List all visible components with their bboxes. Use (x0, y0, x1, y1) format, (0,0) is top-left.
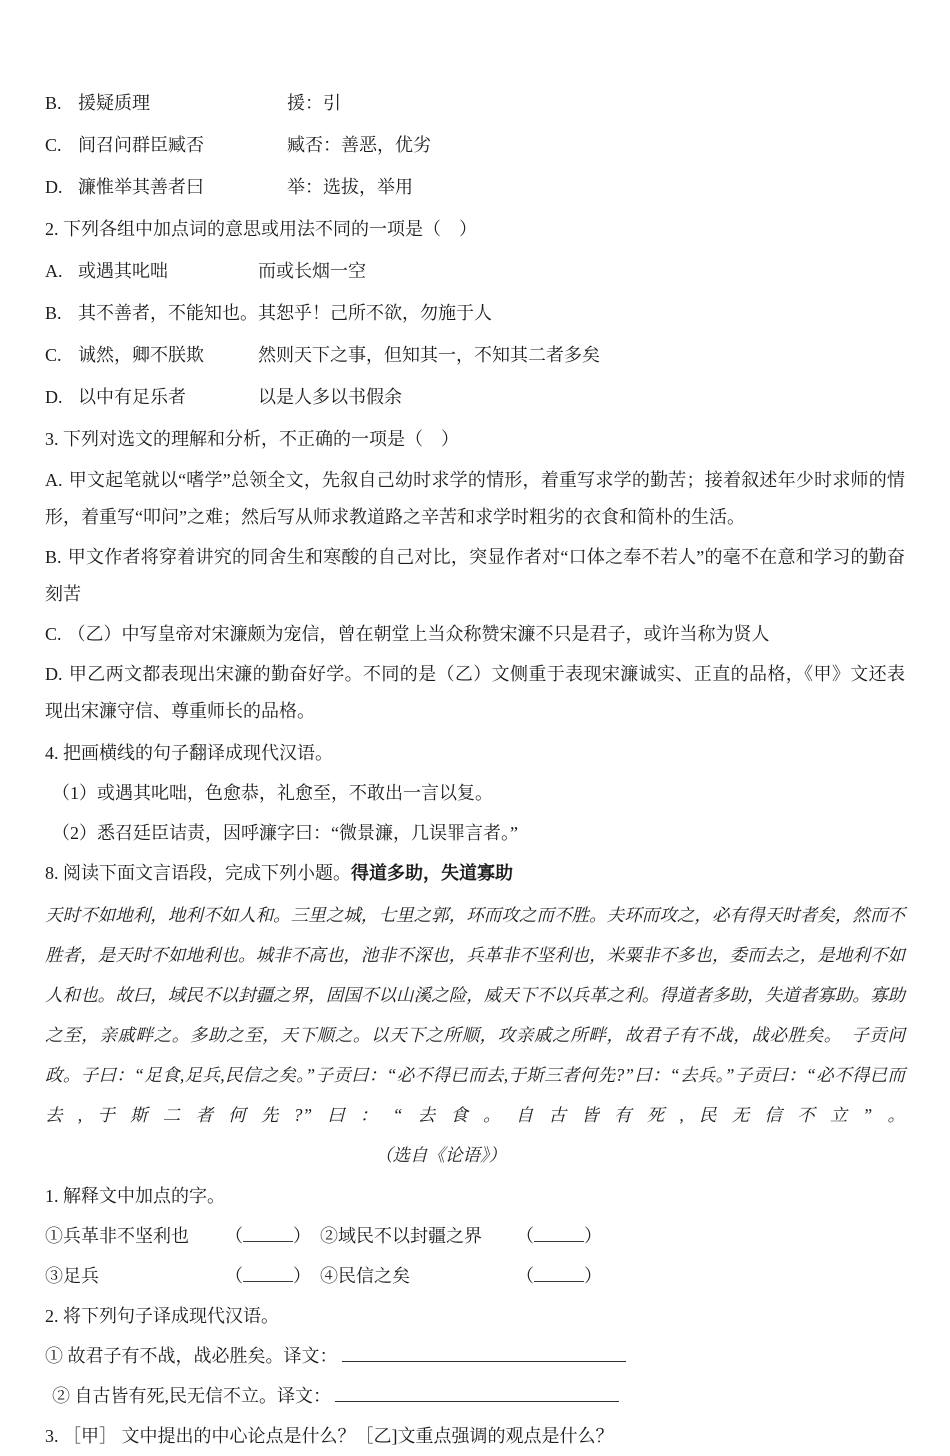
option-gloss: 臧否：善恶，优劣 (287, 135, 431, 155)
answer-line (243, 1263, 293, 1282)
answer-blank: （ ） (225, 1266, 311, 1286)
q3-option-a (45, 462, 905, 536)
option-phrase: 其不善者，不能知也。 (78, 303, 258, 323)
q3-option-d (45, 656, 905, 730)
option-text: （乙）中写皇帝对宋濂颇为宠信，曾在朝堂上当众称赞宋濂不只是君子，或许当称为贤人 (67, 624, 770, 644)
source-attribution: （选自《论语》） (375, 1145, 507, 1165)
q4-sentence-1: （1）或遇其叱咄，色愈恭，礼愈至，不敢出一言以复。 (52, 783, 493, 803)
q3-option-c (45, 616, 905, 653)
option-label: B. (45, 303, 62, 323)
answer-blank: （ ） (516, 1226, 602, 1246)
option-gloss: 举：选拔，举用 (287, 177, 413, 197)
question-3-stem: 3. 下列对选文的理解和分析，不正确的一项是（ ） (45, 429, 459, 449)
q2-option-row-c (45, 334, 905, 376)
sub1-row-2 (45, 1256, 905, 1296)
passage-title: 得道多助，失道寡助 (351, 863, 513, 883)
answer-line (243, 1223, 293, 1242)
passage-mengzi: 天时不如地利，地利不如人和。三里之城，七里之郭，环而攻之而不胜。夫环而攻之，必有得天时者矣，然而不胜者，是天时不如地利也。城非不高也，池非不深也，兵革非不坚利也，米粟非不多也，委而去之，是地利不如人和也。故曰，域民不以封疆之界，固国不以山溪之险，威天下不以兵革之利。得道者多助，失道者寡助。寡助之至，亲戚畔之。多助之至，天下顺之。以天下之所顺，攻亲戚之所畔，故君子有不战，战必胜矣。 (45, 905, 905, 1045)
option-phrase: 援疑质理 (78, 93, 150, 113)
option-label: B. (45, 547, 62, 567)
sub1-row-1 (45, 1216, 905, 1256)
option-gloss: 援：引 (287, 93, 341, 113)
answer-line (342, 1343, 626, 1362)
sub-question-2-stem: 2. 将下列句子译成现代汉语。 (45, 1306, 279, 1326)
option-phrase-2: 以是人多以书假余 (258, 387, 402, 407)
option-label: D. (45, 664, 63, 684)
gloss-item: ①兵革非不坚利也 (45, 1226, 189, 1246)
sub-question-3-stem: 3. ［甲］ 文中提出的中心论点是什么？［乙]文重点强调的观点是什么？ (45, 1426, 614, 1446)
passage-analects: 子贡问政。子曰：“足食,足兵,民信之矣。”子贡曰：“必不得已而去,于斯三者何先?”曰：“去兵。”子贡曰：“必不得已而去,于斯二者何先?”曰：“去食。自古皆有死,民无信不立”。 (45, 1025, 906, 1125)
q1-option-row-c (45, 124, 905, 166)
option-phrase-2: 而或长烟一空 (258, 261, 366, 281)
option-label: C. (45, 624, 62, 644)
translation-prompt: ① 故君子有不战，战必胜矣。译文： (45, 1346, 338, 1366)
q1-option-row-d (45, 166, 905, 208)
option-phrase-2: 然则天下之事，但知其一，不知其二者多矣 (258, 345, 600, 365)
answer-line (534, 1263, 584, 1282)
option-text: 甲文作者将穿着讲究的同舍生和寒酸的自己对比，突显作者对“口体之奉不若人”的毫不在意和学习的勤奋刻苦 (45, 547, 905, 604)
sub2-row-1 (45, 1336, 905, 1376)
option-phrase: 间召问群臣臧否 (78, 135, 204, 155)
gloss-item: ③足兵 (45, 1266, 99, 1286)
q1-option-row-b (45, 82, 905, 124)
q4-sentence-2: （2）悉召廷臣诘责，因呼濂字曰：“微景濂，几误罪言者。” (52, 823, 518, 843)
option-phrase: 濂惟举其善者曰 (78, 177, 204, 197)
option-label: A. (45, 261, 63, 281)
sub2-row-2 (45, 1376, 905, 1416)
q2-option-row-b (45, 292, 905, 334)
answer-line (335, 1383, 619, 1402)
gloss-item: ④民信之矣 (320, 1266, 410, 1286)
q3-option-b (45, 539, 905, 613)
option-phrase: 以中有足乐者 (78, 387, 186, 407)
sub-question-1-stem: 1. 解释文中加点的字。 (45, 1186, 225, 1206)
option-phrase: 诚然，卿不朕欺 (78, 345, 204, 365)
option-label: D. (45, 387, 63, 407)
question-4-stem: 4. 把画横线的句子翻译成现代汉语。 (45, 743, 333, 763)
option-label: A. (45, 470, 63, 490)
translation-prompt: ② 自古皆有死,民无信不立。译文： (52, 1386, 331, 1406)
option-label: B. (45, 93, 62, 113)
option-label: C. (45, 345, 62, 365)
answer-blank: （ ） (225, 1226, 311, 1246)
q2-option-row-d (45, 376, 905, 418)
option-label: D. (45, 177, 63, 197)
gloss-item: ②域民不以封疆之界 (320, 1226, 482, 1246)
option-phrase: 或遇其叱咄 (78, 261, 168, 281)
answer-blank: （ ） (516, 1266, 602, 1286)
question-8-stem: 8. 阅读下面文言语段，完成下列小题。得道多助，失道寡助 (45, 863, 513, 883)
option-phrase-2: 其恕乎！己所不欲，勿施于人 (258, 303, 492, 323)
option-text: 甲乙两文都表现出宋濂的勤奋好学。不同的是（乙）文侧重于表现宋濂诚实、正直的品格，《甲》文还表现出宋濂守信、尊重师长的品格。 (45, 664, 905, 721)
option-text: 甲文起笔就以“嗜学”总领全文，先叙自己幼时求学的情形，着重写求学的勤苦；接着叙述年少时求师的情形，着重写“叩问”之难；然后写从师求教道路之辛苦和求学时粗劣的衣食和简朴的生活。 (45, 470, 905, 527)
option-label: C. (45, 135, 62, 155)
classical-passage (45, 895, 905, 1175)
question-2-stem: 2. 下列各组中加点词的意思或用法不同的一项是（ ） (45, 219, 477, 239)
answer-line (534, 1223, 584, 1242)
q2-option-row-a (45, 250, 905, 292)
